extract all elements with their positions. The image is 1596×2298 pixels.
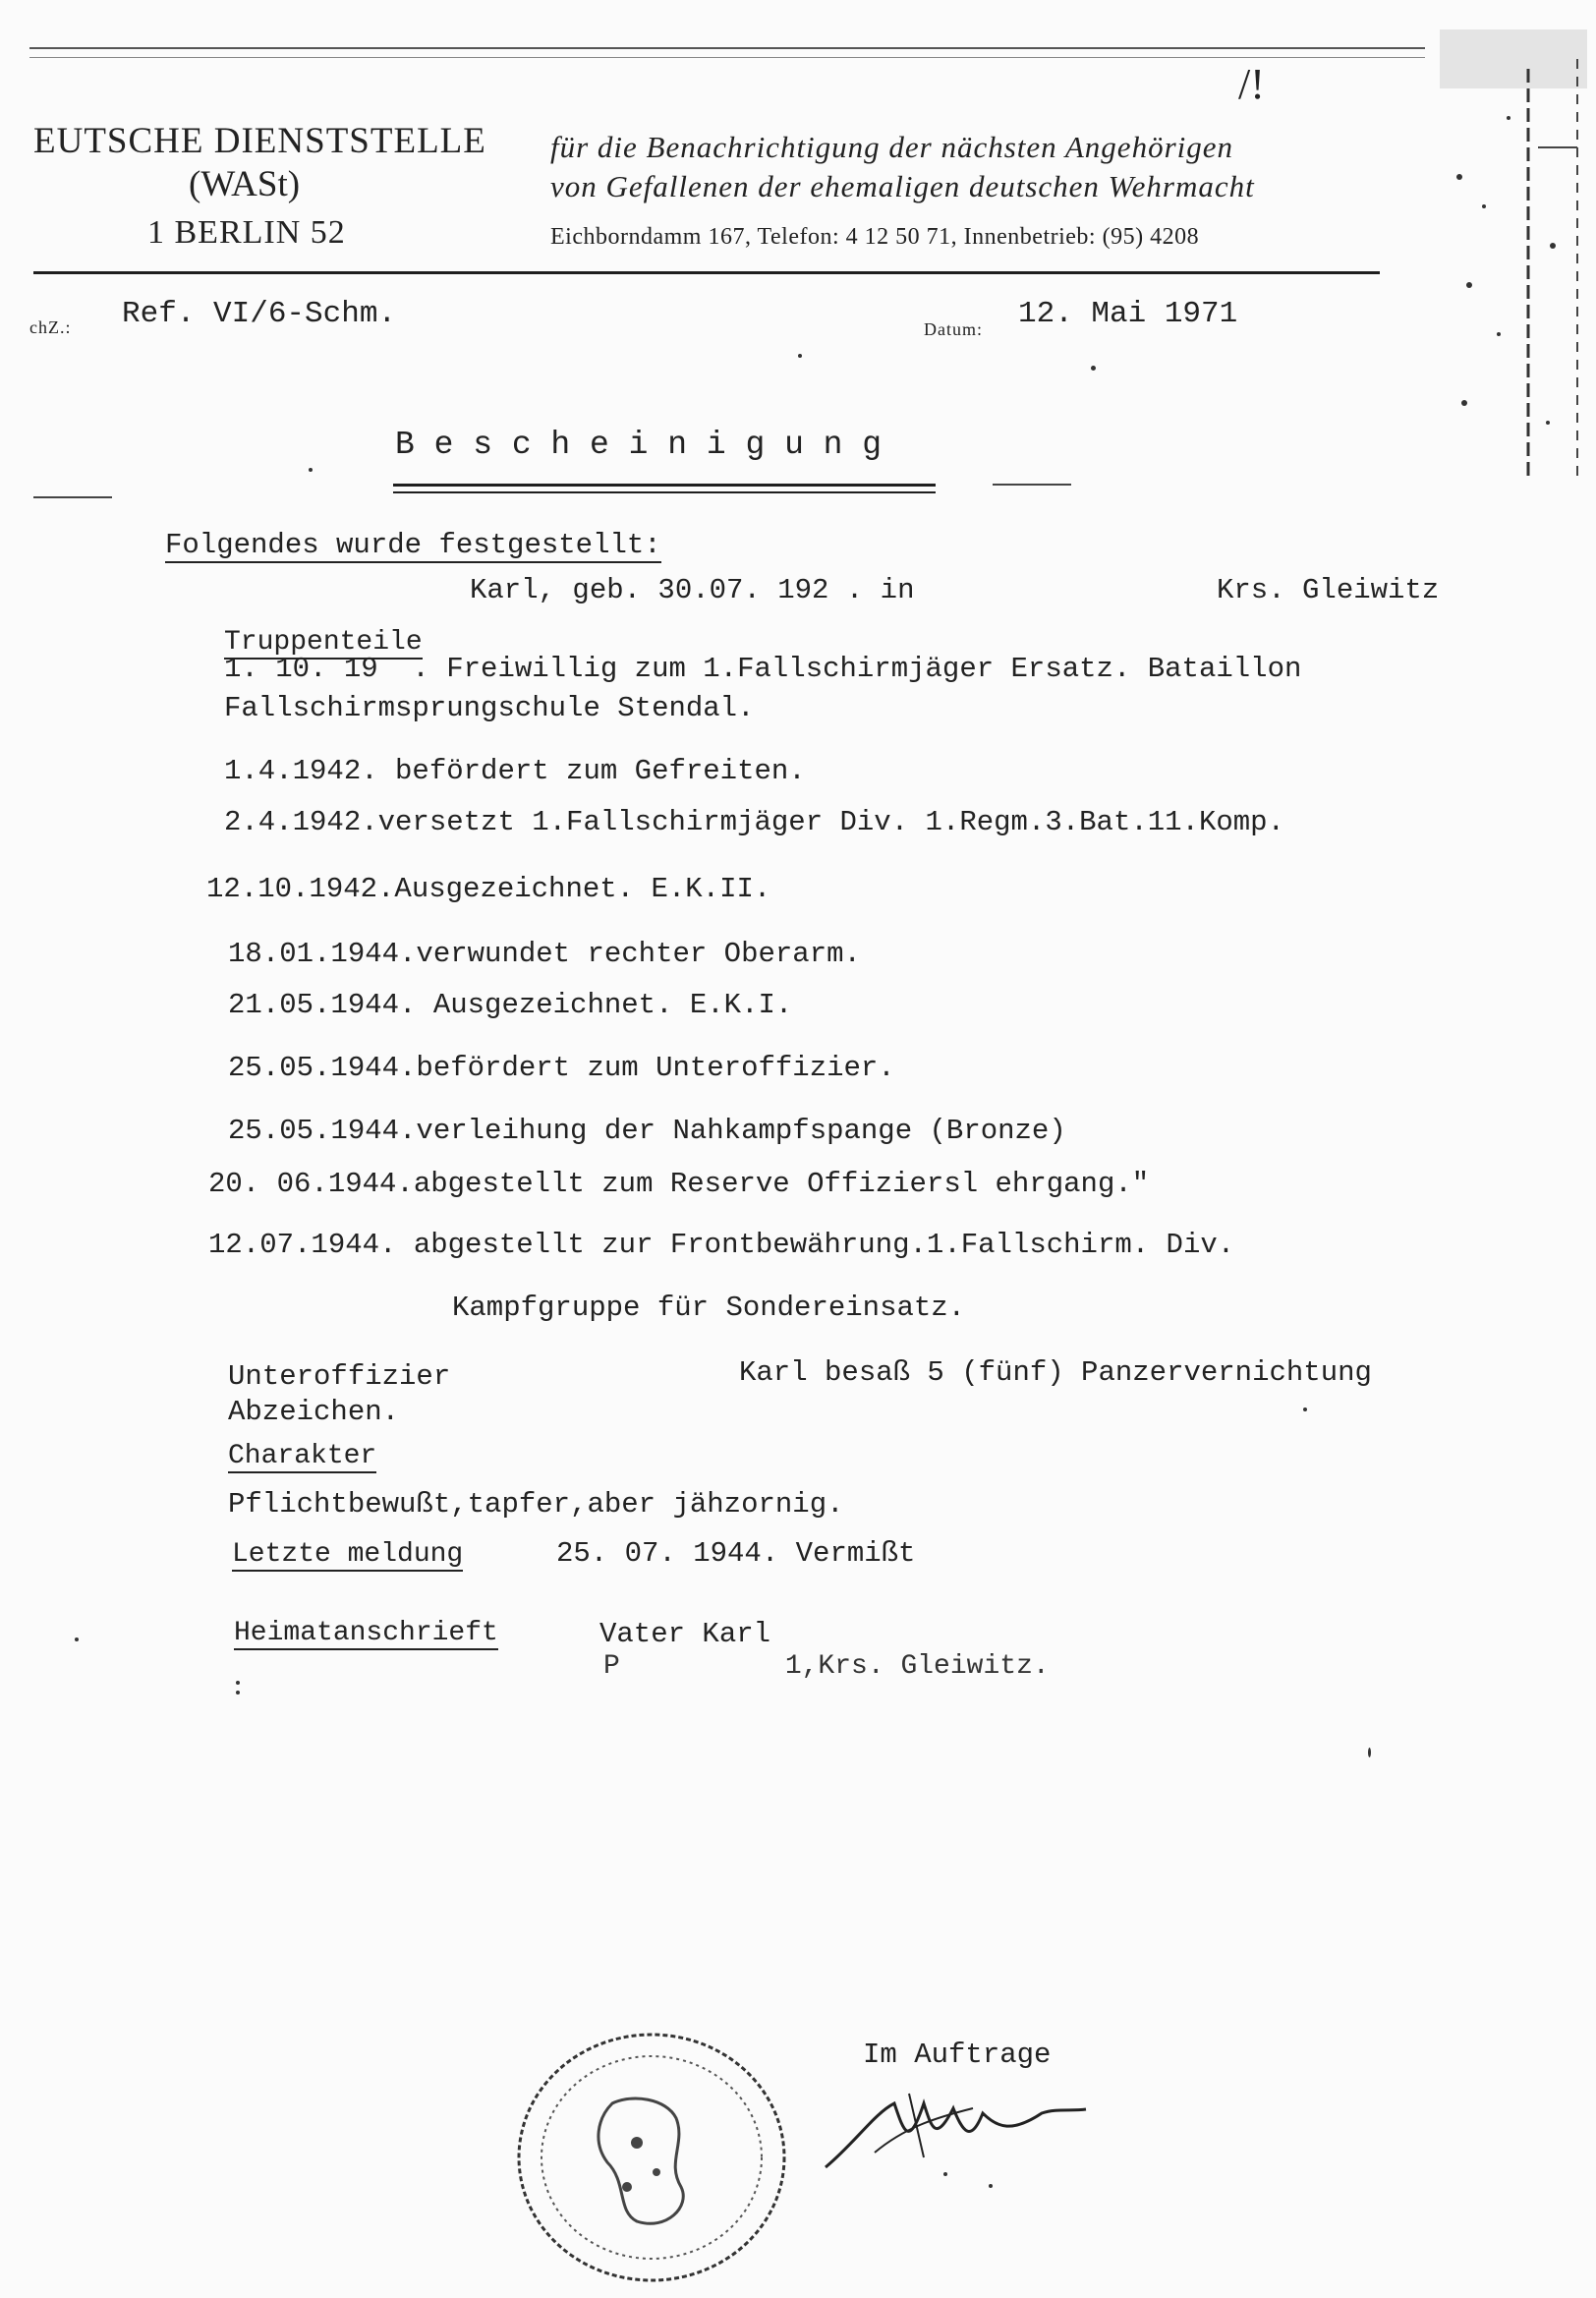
speck xyxy=(236,1691,240,1695)
purpose-line-2: von Gefallenen der ehemaligen deutschen Wehrmacht xyxy=(550,169,1255,203)
home-address-line-1: Vater Karl xyxy=(599,1618,771,1650)
entry-line: 21.05.1944. Ausgezeichnet. E.K.I. xyxy=(228,989,793,1021)
title-underline-2 xyxy=(393,491,936,493)
margin-dash-right xyxy=(993,484,1071,486)
speck xyxy=(1091,366,1096,371)
handwritten-signature xyxy=(816,2074,1101,2182)
entry-line: 20. 06.1944.abgestellt zum Reserve Offiziersl ehrgang." xyxy=(208,1168,1150,1200)
speck xyxy=(75,1637,79,1641)
speck xyxy=(798,354,802,358)
date-value: 12. Mai 1971 xyxy=(1018,297,1238,331)
speck xyxy=(989,2184,993,2188)
speck xyxy=(309,468,313,472)
org-abbrev: (WASt) xyxy=(189,164,301,204)
home-address-line-2: P 1,Krs. Gleiwitz. xyxy=(603,1651,1050,1682)
entry-line: 12.10.1942.Ausgezeichnet. E.K.II. xyxy=(206,873,771,905)
badge-label-2: Abzeichen. xyxy=(228,1396,400,1428)
badge-text: Karl besaß 5 (fünf) Panzervernichtung xyxy=(739,1356,1372,1389)
entry-line: 18.01.1944.verwundet rechter Oberarm. xyxy=(228,938,861,970)
scan-line-top xyxy=(29,47,1425,49)
speck xyxy=(943,2172,947,2176)
last-report-value: 25. 07. 1944. Vermißt xyxy=(556,1537,916,1570)
reference-label: chZ.: xyxy=(29,317,72,337)
person-district: Krs. Gleiwitz xyxy=(1217,574,1440,606)
title-underline-1 xyxy=(393,484,936,487)
purpose-line-1: für die Benachrichtigung der nächsten Angehörigen xyxy=(550,130,1234,164)
entry-line: 2.4.1942.versetzt 1.Fallschirmjäger Div. 1.Regm.3.Bat.11.Komp. xyxy=(224,806,1284,838)
character-heading: Charakter xyxy=(228,1441,377,1471)
entry-line: Kampfgruppe für Sondereinsatz. xyxy=(452,1292,966,1324)
header-rule xyxy=(33,271,1380,274)
units-heading: Truppenteile xyxy=(224,627,423,658)
date-label: Datum: xyxy=(924,319,983,339)
top-mark: /! xyxy=(1238,60,1265,108)
entry-line: 12.07.1944. abgestellt zur Frontbewährung.1.Fallschirm. Div. xyxy=(208,1229,1235,1261)
org-city: 1 BERLIN 52 xyxy=(147,214,346,251)
org-name: EUTSCHE DIENSTSTELLE xyxy=(33,121,486,161)
signature-label: Im Auftrage xyxy=(863,2039,1052,2071)
entry-line: Fallschirmsprungschule Stendal. xyxy=(224,692,755,724)
character-text: Pflichtbewußt,tapfer,aber jähzornig. xyxy=(228,1488,844,1521)
home-address-label: Heimatanschrieft xyxy=(234,1618,498,1648)
intro-text: Folgendes wurde festgestellt: xyxy=(165,529,661,561)
scan-noise-right xyxy=(1440,29,1587,491)
margin-dash-left xyxy=(33,496,112,498)
entry-line: 1. 10. 19 . Freiwillig zum 1.Fallschirmjäger Ersatz. Bataillon xyxy=(224,653,1302,685)
speck xyxy=(1303,1408,1307,1411)
person-name-birth: Karl, geb. 30.07. 192 . in xyxy=(470,574,915,606)
last-report-label: Letzte meldung xyxy=(232,1539,464,1570)
reference-value: Ref. VI/6-Schm. xyxy=(122,297,397,331)
speck xyxy=(1368,1748,1371,1757)
speck xyxy=(236,1681,240,1685)
entry-line: 25.05.1944.befördert zum Unteroffizier. xyxy=(228,1052,895,1084)
entry-line: 25.05.1944.verleihung der Nahkampfspange (Bronze) xyxy=(228,1115,1066,1147)
document-title: B e s c h e i n i g u n g xyxy=(395,427,883,463)
entry-line: 1.4.1942. befördert zum Gefreiten. xyxy=(224,755,806,787)
official-seal xyxy=(509,2025,794,2290)
scan-line-top-2 xyxy=(29,57,1425,58)
address-line: Eichborndamm 167, Telefon: 4 12 50 71, Innenbetrieb: (95) 4208 xyxy=(550,224,1200,250)
badge-label-1: Unteroffizier xyxy=(228,1360,451,1393)
